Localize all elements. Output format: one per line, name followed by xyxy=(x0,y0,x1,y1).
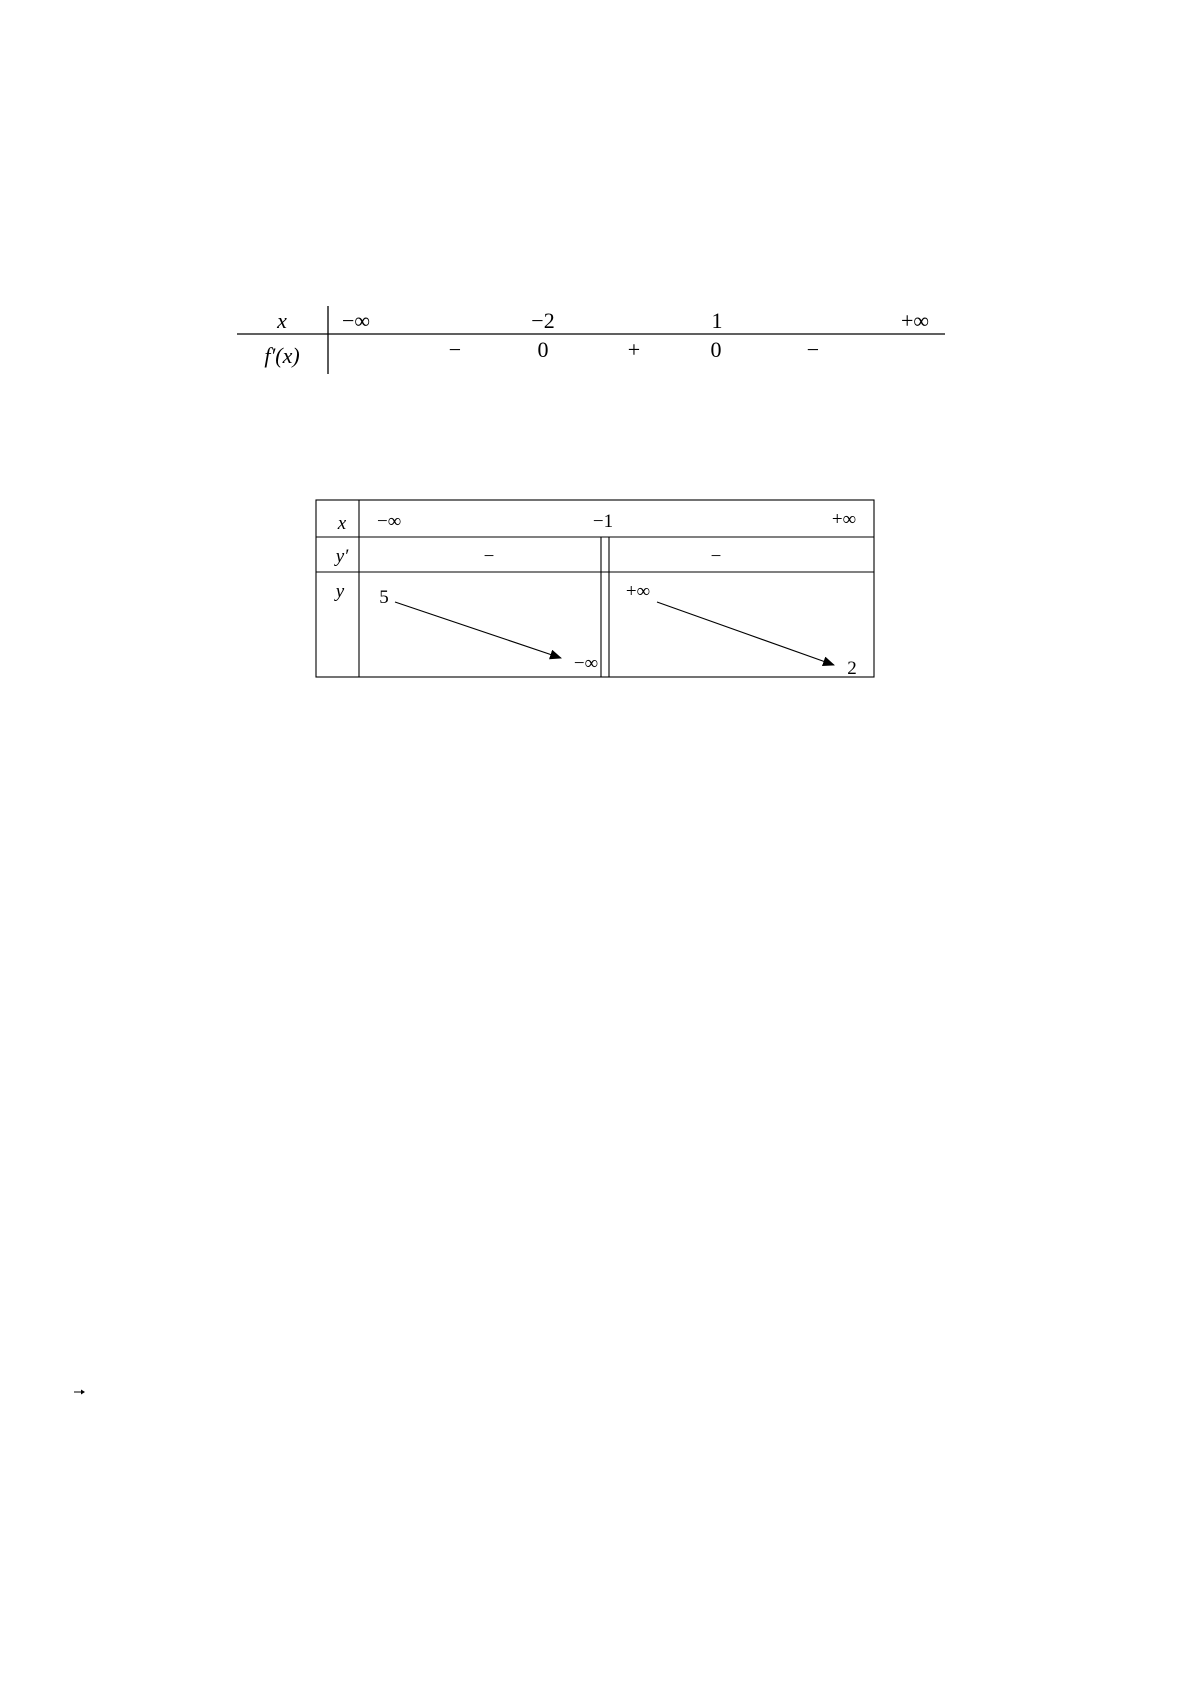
variation-table-y-value: −∞ xyxy=(573,653,599,674)
variation-table-y-value: 5 xyxy=(379,587,389,608)
sign-table-x-value: −2 xyxy=(531,308,555,333)
variation-table-x-value: −1 xyxy=(592,511,614,532)
sign-table-x-value: 1 xyxy=(711,308,723,333)
sign-table-fprime-label: f′(x) xyxy=(264,343,300,368)
variation-table-yprime-sign: − xyxy=(710,546,722,567)
small-arrow-icon xyxy=(74,1388,86,1396)
sign-table-sign: − xyxy=(806,337,820,362)
variation-table-y-value: 2 xyxy=(847,658,857,679)
sign-table-x-value: −∞ xyxy=(342,308,371,333)
variation-table-x-label: x xyxy=(337,513,347,534)
decreasing-arrow-right xyxy=(657,602,834,665)
variation-table-yprime-label: y′ xyxy=(335,546,349,567)
variation-table-y-label: y xyxy=(335,581,345,602)
variation-table-yprime-sign: − xyxy=(483,546,495,567)
sign-table-x-value: +∞ xyxy=(900,308,930,333)
sign-table-sign: 0 xyxy=(710,337,722,362)
sign-table-x-label: x xyxy=(277,308,287,333)
sign-table-sign: 0 xyxy=(537,337,549,362)
variation-table-x-value: +∞ xyxy=(831,509,857,530)
variation-table-x-value: −∞ xyxy=(377,511,402,532)
sign-table-sign: + xyxy=(627,337,641,362)
variation-table-y-value: +∞ xyxy=(625,581,651,602)
decreasing-arrow-left xyxy=(395,602,561,658)
sign-table-sign: − xyxy=(448,337,462,362)
